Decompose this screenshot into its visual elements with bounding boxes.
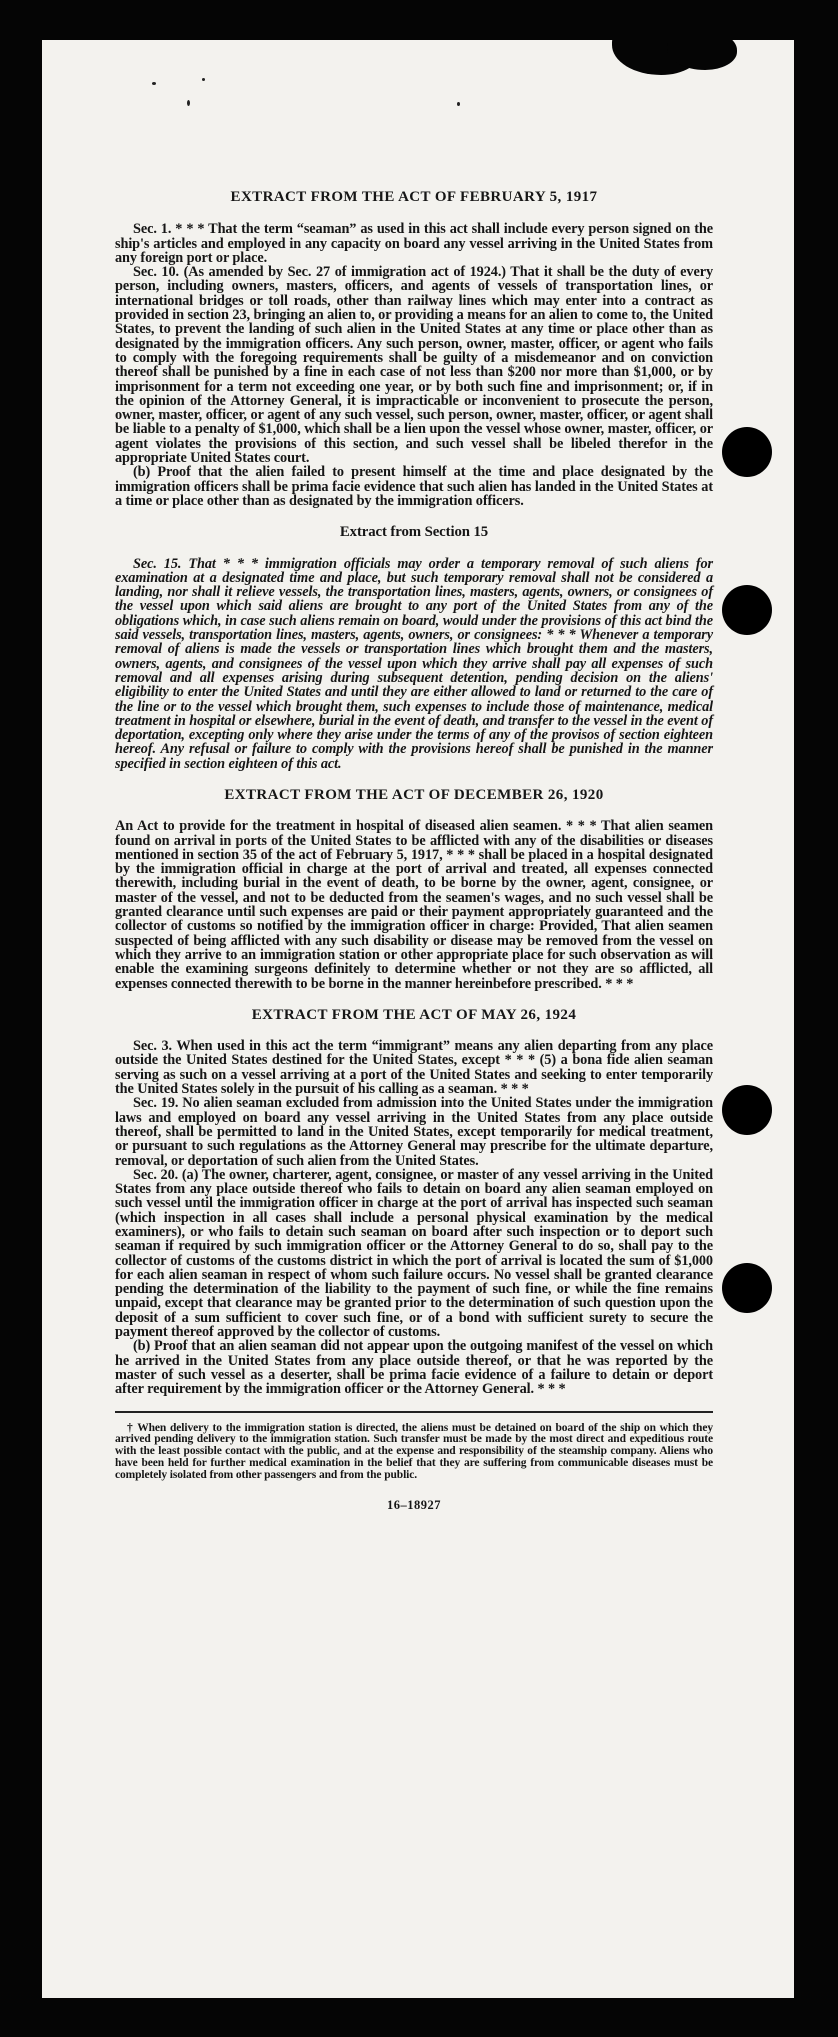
binder-hole [722,585,772,635]
paragraph-sec15: Sec. 15. That * * * immigration officials may order a temporary removal of such aliens for examination at a designated time and place, but such temporary removal shall not be considered a landing, nor shall it relieve vessels, the transportation lines, masters, agents, owners, or consignees of the vessel upon which said aliens are brought to any port of the United States from any of the obligations which, in case such aliens remain on board, would under the provisions of this act bind the said vessels, transportation lines, masters, agents, owners, or consignees: * * * Whenever a temporary removal of aliens is made the vessels or transportation lines which brought them and the masters, owners, agents, and consignees of the vessel upon which they arrive shall pay all expenses of such removal and all expenses arising during subsequent detention, pending decision on the aliens' eligibility to enter the United States and until they are either allowed to land or returned to the care of the line or to the vessel which brought them, such expenses to include those of maintenance, medical treatment in hospital or elsewhere, burial in the event of death, and transfer to the vessel in the event of deportation, excepting only where they arise under the terms of any of the provisos of section eighteen hereof. Any refusal or failure to comply with the provisions hereof shall be punished in the manner specified in section eighteen of this act. [115,555,713,772]
paper-speck [187,100,190,106]
heading-act-1920: EXTRACT FROM THE ACT OF DECEMBER 26, 1920 [224,786,604,803]
paragraph-sec1-1917: Sec. 1. * * * That the term “seaman” as used in this act shall include every person signed on the ship's articles and employed in any capacity on board any vessel arriving in the United States from any foreign port or place. [115,221,713,266]
document-body [115,190,713,1512]
paragraph-sec20b-1924: (b) Proof that an alien seaman did not appear upon the outgoing manifest of the vessel on which he arrived in the United States from any place outside thereof, or that he was reported by the master of such vessel as a deserter, shall be prima facie evidence of a failure to detain or deport after requirement by the immigration officer or the Attorney General. * * * [115,1338,713,1398]
paragraph-act-1920: An Act to provide for the treatment in hospital of diseased alien seamen. * * * That alien seamen found on arrival in ports of the United States to be afflicted with any of the disabilities or diseases mentioned in section 35 of the act of February 5, 1917, * * * shall be placed in a hospital designated by the immigration official in charge at the port of arrival and treated, all expenses connected therewith, including burial in the event of death, to be borne by the owner, agent, consignee, or master of the vessel, and not to be deducted from the seamen's wages, and no such vessel shall be granted clearance until such expenses are paid or their payment appropriately guaranteed and the collector of customs so notified by the immigration officer in charge: Provided, That alien seamen suspected of being afflicted with any such disability or disease may be removed from the vessel on which they arrive to an immigration station or other appropriate place for such observation as will enable the examining surgeons definitely to determine whether or not they are so afflicted, all expenses connected therewith to be borne in the manner hereinbefore prescribed. * * * [115,818,713,992]
binder-hole [722,1263,772,1313]
binder-hole [722,427,772,477]
binder-hole [722,1085,772,1135]
paragraph-sec10b-1917: (b) Proof that the alien failed to present himself at the time and place designated by the immigration officers shall be prima facie evidence that such alien has landed in the United States at a time or place other than as designated by the immigration officers. [115,464,713,509]
heading-act-1917: EXTRACT FROM THE ACT OF FEBRUARY 5, 1917 [230,189,598,205]
document-page [42,40,794,1998]
paragraph-sec20a-1924: Sec. 20. (a) The owner, charterer, agent, consignee, or master of any vessel arriving in the United States from any place outside thereof who fails to detain on board any alien seaman employed on such vessel until the immigration officer in charge at the port of arrival has inspected such seaman (which inspection in all cases shall include a personal physical examination by the medical examiners), or who fails to detain such seaman on board after such inspection or to deport such seaman if required by such immigration officer or the Attorney General to do so, shall pay to the collector of customs of the customs district in which the port of arrival is located the sum of $1,000 for each alien seaman in respect of whom such failure occurs. No vessel shall be granted clearance pending the determination of the liability to the payment of such fine, or while the fine remains unpaid, except that clearance may be granted prior to the determination of such question upon the deposit of a sum sufficient to cover such fine, or of a bond with sufficient surety to secure the payment thereof approved by the collector of customs. [115,1166,713,1341]
page-number: 16–18927 [387,1497,441,1512]
paragraph-sec3-1924: Sec. 3. When used in this act the term “immigrant” means any alien departing from any place outside the United States destined for the United States, except * * * (5) a bona fide alien seaman serving as such on a vessel arriving at a port of the United States and seeking to enter temporarily the United States solely in the pursuit of his calling as a seaman. * * * [115,1038,713,1098]
paragraph-sec19-1924: Sec. 19. No alien seaman excluded from admission into the United States under the immigration laws and employed on board any vessel arriving in the United States from any place outside thereof, shall be permitted to land in the United States, except temporarily for medical treatment, or pursuant to such regulations as the Attorney General may prescribe for the ultimate departure, removal, or deportation of such alien from the United States. [115,1095,713,1169]
paragraph-sec10-1917: Sec. 10. (As amended by Sec. 27 of immigration act of 1924.) That it shall be the duty of every person, including owners, masters, officers, and agents of vessels of transportation lines, or international bridges or toll roads, other than railway lines which may enter into a contract as provided in section 23, bringing an alien to, or providing a means for an alien to come to, the United States, to prevent the landing of such alien in the United States at any time or place other than as designated by the immigration officers. Any such person, owner, master, officer, or agent who fails to comply with the foregoing requirements shall be guilty of a misdemeanor and on conviction thereof shall be punished by a fine in each case of not less than $200 nor more than $1,000, or by imprisonment for a term not exceeding one year, or by both such fine and imprisonment; or, if in the opinion of the Attorney General, it is impracticable or inconvenient to prosecute the person, owner, master, officer, or agent of any such vessel, such person, owner, master, officer, or agent shall be liable to a penalty of $1,000, which shall be a lien upon the vessel whose owner, master, officer, or agent violates the provisions of this section, and such vessel shall be libeled therefor in the appropriate United States court. [115,264,713,467]
heading-section-15: Extract from Section 15 [339,524,489,541]
heading-act-1924: EXTRACT FROM THE ACT OF MAY 26, 1924 [251,1006,577,1023]
paper-speck [457,102,460,106]
footnote-rule [115,1411,713,1413]
footnote: † When delivery to the immigration station is directed, the aliens must be detained on board of the ship on which they arrived pending delivery to the immigration station. Such transfer must be made by the most direct and expeditious route with the least possible contact with the public, and at the expense and responsibility of the steamship company. Aliens who have been held for further medical examination in the belief that they are suffering from communicable diseases must be completely isolated from other passengers and from the public. [115,1421,713,1481]
paper-speck [202,78,205,81]
paper-speck [152,82,156,85]
